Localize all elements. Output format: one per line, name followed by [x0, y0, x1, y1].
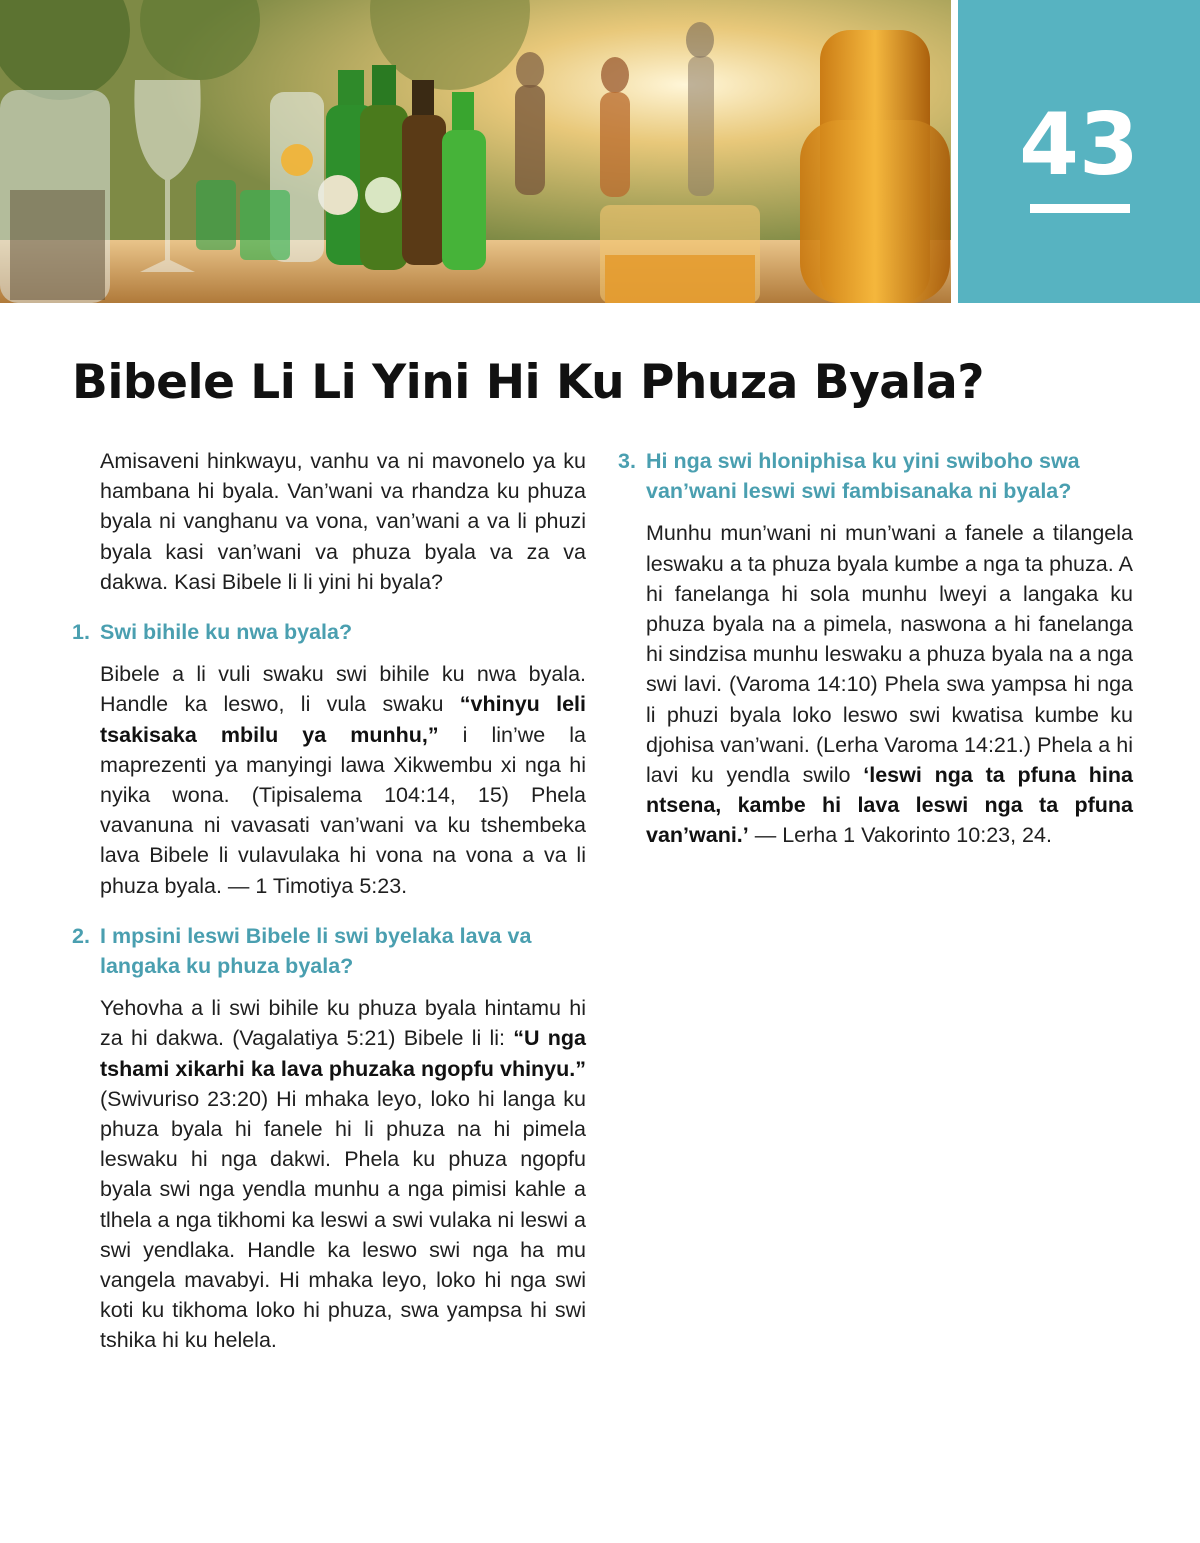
answer-quote: “vhinyu leli tsakisaka mbilu ya munhu,” — [100, 692, 587, 747]
answer-2 — [72, 993, 586, 1355]
answer-text: — Lerha 1 Vakorinto 10:23, 24. — [748, 823, 1052, 848]
answer-text: Yehovha a li swi bihile ku phuza byala hintamu hi za hi dakwa. (Vagalatiya 5:21) Bibele li li: — [100, 996, 586, 1051]
question-1 — [72, 617, 586, 647]
page-title: Bibele Li Li Yini Hi Ku Phuza Byala? — [72, 355, 985, 410]
answer-text: Munhu mun’wani ni mun’wani a fanele a tilangela leswaku a ta phuza byala kumbe a nga ta phuza. A hi fanelanga hi sola munhu lweyi a langaka ku phuza byala na a pimela, naswona a hi fanelanga hi sindzisa munhu leswaku a phuza byala na a nga swi lavi. (Varoma 14:10) Phela swa yampsa hi nga li phuzi byala loko leswo swi kwatisa kumbe ku djohisa van’wani. (Lerha Varoma 14:21.) Phela a hi lavi ku yendla swilo — [646, 521, 1133, 788]
drinks-table-photo — [0, 0, 951, 303]
answer-3 — [618, 518, 1133, 850]
lesson-number: 43 — [1019, 95, 1139, 195]
question-2 — [72, 921, 586, 981]
answer-1 — [72, 659, 586, 901]
question-text: I mpsini leswi Bibele li swi byelaka lava va langaka ku phuza byala? — [100, 923, 532, 979]
answer-text: i lin’we la maprezenti ya manyingi lawa Xikwembu xi nga hi nyika wona. (Tipisalema 104:14, 15) Phela vavanuna ni vavasati van’wani va ku tshembeka lava Bibele li vulavulaka hi vona na vona a va li phuza byala. — 1 Timotiya 5:23. — [100, 722, 587, 898]
left-column — [72, 446, 586, 1356]
answer-quote: “U nga tshami xikarhi ka lava phuzaka ngopfu vhinyu.” — [100, 1026, 586, 1081]
intro-paragraph: Amisaveni hinkwayu, vanhu va ni mavonelo ya ku hambana hi byala. Van’wani va rhandza ku phuza byala ni vanghanu va vona, van’wani a va li phuzi byala kasi van’wani va phuza byala va za va dakwa. Kasi Bibele li li yini hi byala? — [100, 449, 586, 594]
question-text: Swi bihile ku nwa byala? — [100, 620, 353, 645]
lesson-number-badge — [958, 0, 1200, 303]
answer-text: Bibele a li vuli swaku swi bihile ku nwa byala. Handle ka leswo, li vula swaku — [100, 662, 586, 717]
right-column — [618, 446, 1133, 851]
badge-underline — [1030, 204, 1130, 213]
answer-quote: ‘leswi nga ta pfuna hina ntsena, kambe hi lava leswi nga ta pfuna van’wani.’ — [646, 763, 1133, 848]
question-number: 1. — [72, 620, 90, 645]
question-text: Hi nga swi hloniphisa ku yini swiboho swa van’wani leswi swi fambisanaka ni byala? — [646, 449, 1080, 504]
header-photo — [0, 0, 951, 303]
question-number: 2. — [72, 923, 90, 948]
question-number: 3. — [618, 449, 636, 473]
question-3 — [618, 446, 1133, 506]
answer-text: (Swivuriso 23:20) Hi mhaka leyo, loko hi langa ku phuza byala hi fanele hi li phuza na hi pimela leswaku hi nga dakwi. Phela ku phuza ngopfu byala swi nga yendla munhu a nga pimisi kahle a tlhela a nga tikhomi ka leswi a swi vulaka ni leswi a swi yendlaka. Handle ka leswo swi nga ha mu vangela mavabyi. Hi mhaka leyo, loko hi nga swi koti ku tikhoma loko hi phuza, swa yampsa hi swi tshika hi ku helela. — [100, 1086, 586, 1353]
